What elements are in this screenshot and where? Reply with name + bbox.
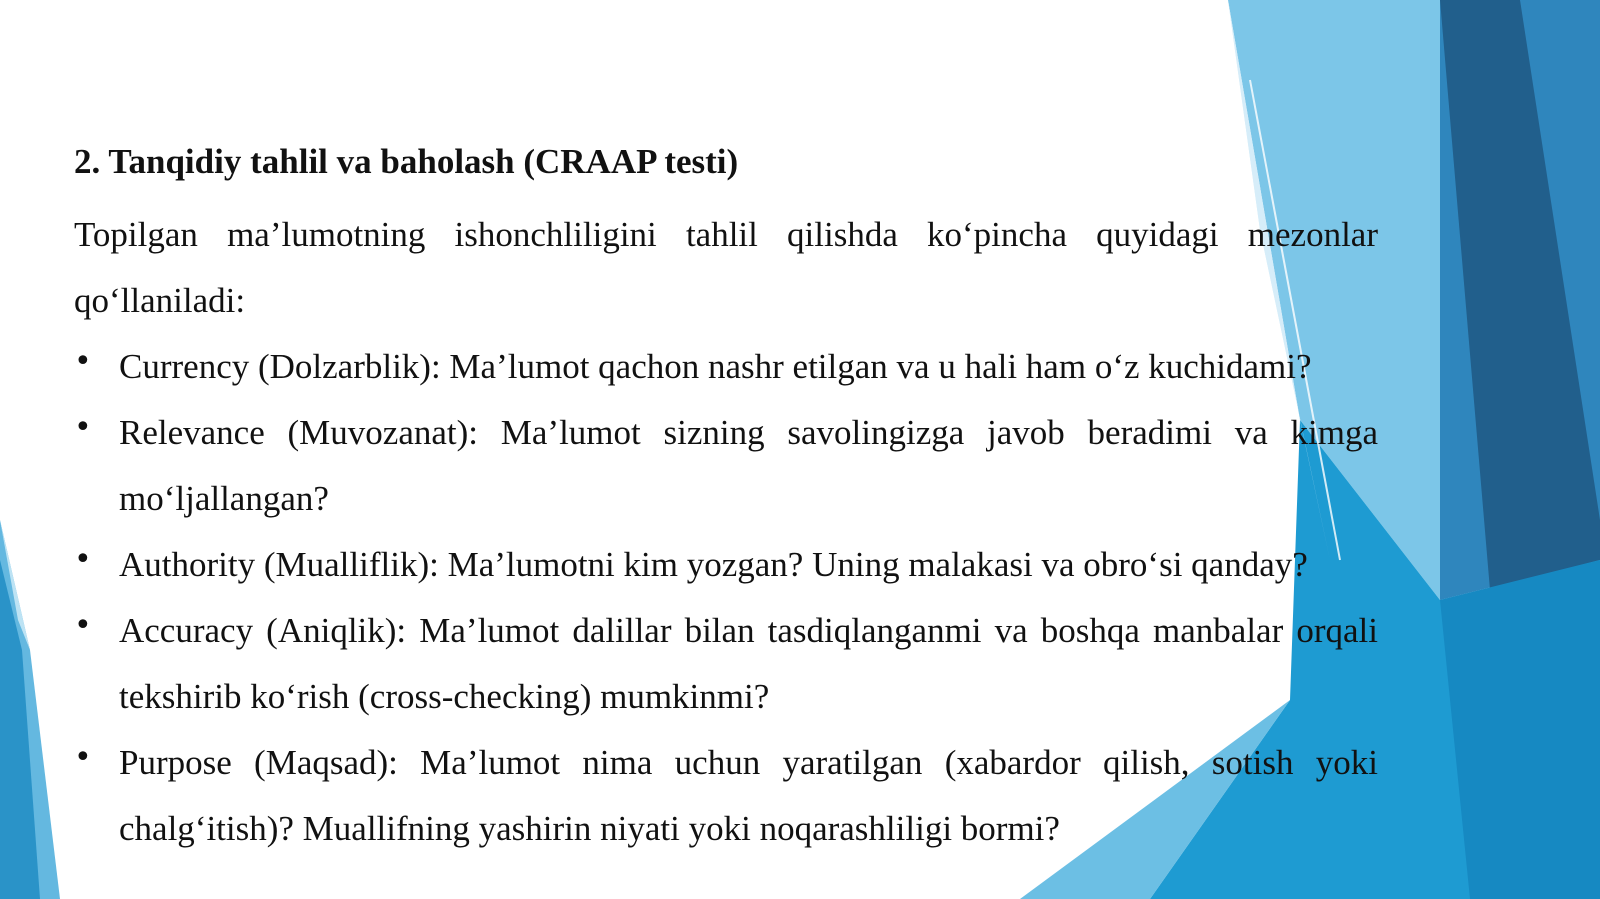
slide-content bbox=[74, 138, 1378, 862]
bullet-icon: • bbox=[74, 740, 92, 775]
list-item-text: Relevance (Muvozanat): Ma’lumot sizning savolingizga javob beradimi va kimga mo‘ljallangan? bbox=[119, 413, 1378, 518]
list-item-purpose bbox=[74, 730, 1378, 862]
list-item-authority bbox=[74, 532, 1378, 598]
bullet-icon: • bbox=[74, 344, 92, 379]
criteria-list bbox=[74, 334, 1378, 862]
list-item-text: Authority (Mualliflik): Ma’lumotni kim yozgan? Uning malakasi va obro‘si qanday? bbox=[119, 545, 1308, 584]
list-item-accuracy bbox=[74, 598, 1378, 730]
list-item-relevance bbox=[74, 400, 1378, 532]
bullet-icon: • bbox=[74, 608, 92, 643]
intro-paragraph: Topilgan ma’lumotning ishonchliligini tahlil qilishda ko‘pincha quyidagi mezonlar qo‘llaniladi: bbox=[74, 215, 1378, 320]
list-item-currency bbox=[74, 334, 1378, 400]
bullet-icon: • bbox=[74, 542, 92, 577]
slide-heading: 2. Tanqidiy tahlil va baholash (CRAAP testi) bbox=[74, 142, 739, 181]
bullet-icon: • bbox=[74, 410, 92, 445]
list-item-text: Currency (Dolzarblik): Ma’lumot qachon nashr etilgan va u hali ham o‘z kuchidami? bbox=[119, 347, 1312, 386]
list-item-text: Purpose (Maqsad): Ma’lumot nima uchun yaratilgan (xabardor qilish, sotish yoki chalg‘itish)? Muallifning yashirin niyati yoki noqarashliligi bormi? bbox=[119, 743, 1378, 848]
list-item-text: Accuracy (Aniqlik): Ma’lumot dalillar bilan tasdiqlanganmi va boshqa manbalar orqali tekshirib ko‘rish (cross-checking) mumkinmi? bbox=[119, 611, 1378, 716]
